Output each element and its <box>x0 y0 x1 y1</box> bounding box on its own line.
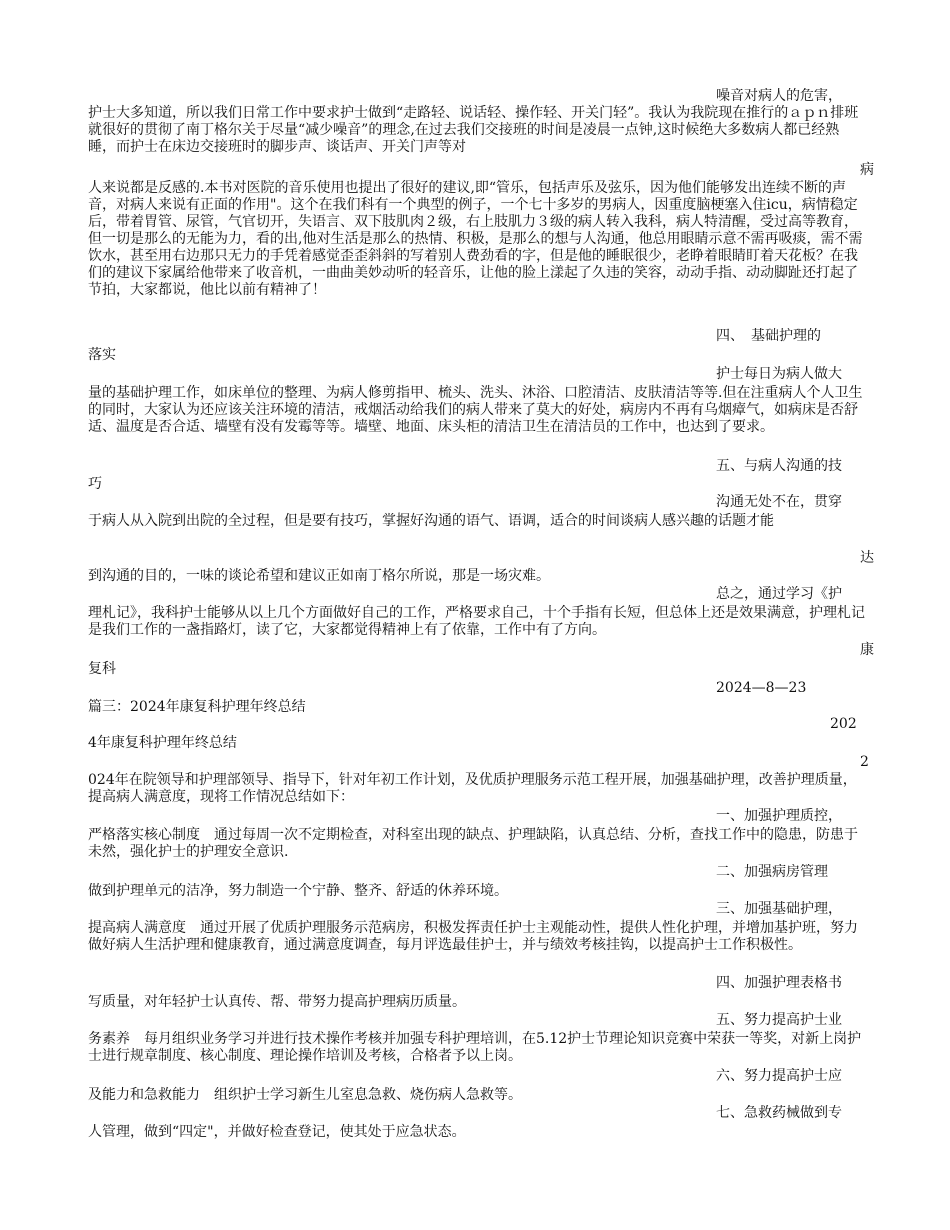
signature-date: 2024—8—23 <box>716 680 807 696</box>
paragraph: 人管理，做到“四定"，并做好检查登记，使其处于应急状态。 <box>88 1124 466 1140</box>
text-line: 噪音对病人的危害， <box>716 88 842 104</box>
text-line: 2 <box>860 754 869 770</box>
paragraph: 人来说都是反感的.本书对医院的音乐使用也提出了很好的建议,即“管乐，包括声乐及弦乐，因为他们能够发出连续不断的声音，对病人来说有正面的作用"。这个在我们科有一个典型的例子，一个七十多岁的男病人，因重度脑梗塞入住icu，病情稳定后，带着胃管、尿管，气官切开，失语言、双下肢肌肉２级，右上肢肌力３级的病人转入我科，病人特清醒，受过高等教育，但一切是那么的无能为力，看的出,他对生活是那么的热情、积极，是那么的想与人沟通，他总用眼睛示意不需再吸痰，需不需饮水，甚至用右边那只无力的手凭着感觉歪歪斜斜的写着别人费劲看的字，但是他的睡眠很少，老睁着眼睛盯着天花板？在我们的建议下家属给他带来了收音机，一曲曲美妙动听的轻音乐，让他的脸上漾起了久违的笑容，动动手指、动动脚趾还打起了节拍，大家都说，他比以前有精神了！ <box>88 180 863 298</box>
section-heading: 五、努力提高护士业 <box>716 1012 842 1028</box>
text-line: 病 <box>860 162 874 178</box>
paragraph: 理札记》，我科护士能够从以上几个方面做好自己的工作，严格要求自己，十个手指有长短，但总体上还是效果满意，护理札记是我们工作的一盏指路灯，读了它，大家都觉得精神上有了依靠，工作中有了方向。 <box>88 605 865 638</box>
section-heading: 四、加强护理表格书 <box>716 975 842 991</box>
section-heading: 六、努力提高护士应 <box>716 1068 842 1084</box>
paragraph: 写质量，对年轻护士认真传、帮、带努力提高护理病历质量。 <box>88 994 466 1010</box>
section-heading: 四、 基础护理的 <box>716 328 821 344</box>
text-line: 202 <box>830 716 857 732</box>
section-heading: 五、与病人沟通的技 <box>716 458 842 474</box>
paragraph: 严格落实核心制度 通过每周一次不定期检查，对科室出现的缺点、护理缺陷，认真总结、分析，查找工作中的隐患，防患于未然，强化护士的护理安全意识. <box>88 827 858 860</box>
paragraph: 到沟通的目的，一味的谈论希望和建议正如南丁格尔所说，那是一场灾难。 <box>88 568 550 584</box>
text-line: 达 <box>860 550 874 566</box>
section-heading: 二、加强病房管理 <box>716 864 828 880</box>
paragraph: 024年在院领导和护理部领导、指导下，针对年初工作计划，及优质护理服务示范工程开展，加强基础护理，改善护理质量，提高病人满意度，现将工作情况总结如下： <box>88 772 857 805</box>
text-line: 总之，通过学习《护 <box>716 586 842 602</box>
section-heading: 三、加强基础护理， <box>716 901 842 917</box>
section-heading-continued: 落实 <box>88 347 116 363</box>
section-heading: 一、加强护理质控， <box>716 808 842 824</box>
paragraph: 护士大多知道，所以我们日常工作中要求护士做到“走路轻、说话轻、操作轻、开关门轻”。我认为我院现在推行的ａｐｎ排班就很好的贯彻了南丁格尔关于尽量“减少噪音”的理念,在过去我们交接班的时间是凌晨一点钟,这时候绝大多数病人都已经熟睡，而护士在床边交接班时的脚步声、谈话声、开关门声等对 <box>88 105 859 155</box>
text-line: 沟通无处不在，贯穿 <box>716 494 842 510</box>
signature-department: 复科 <box>88 661 116 677</box>
section-heading-continued: 巧 <box>88 476 102 492</box>
paragraph: 做到护理单元的洁净，努力制造一个宁静、整齐、舒适的休养环境。 <box>88 883 508 899</box>
section-heading: 七、急救药械做到专 <box>716 1105 842 1121</box>
paragraph: 提高病人满意度 通过开展了优质护理服务示范病房，积极发挥责任护士主观能动性，提供人性化护理，并增加基护班，努力做好病人生活护理和健康教育，通过满意度调查，每月评选最佳护士，并与绩效考核挂钩，以提高护士工作积极性。 <box>88 920 858 953</box>
article-title: 篇三：2024年康复科护理年终总结 <box>88 699 306 715</box>
text-line: 护士每日为病人做大 <box>716 366 842 382</box>
article-subtitle: 4年康复科护理年终总结 <box>88 735 237 751</box>
paragraph: 及能力和急救能力 组织护士学习新生儿室息急救、烧伤病人急救等。 <box>88 1087 522 1103</box>
paragraph: 务素养 每月组织业务学习并进行技术操作考核并加强专科护理培训，在5.12护士节理论知识竞赛中荣获一等奖，对新上岗护士进行规章制度、核心制度、理论操作培训及考核，合格者予以上岗。 <box>88 1031 862 1064</box>
paragraph: 于病人从入院到出院的全过程，但是要有技巧，掌握好沟通的语气、语调，适合的时间谈病人感兴趣的话题才能 <box>88 513 774 529</box>
paragraph: 量的基础护理工作，如床单位的整理、为病人修剪指甲、梳头、洗头、沐浴、口腔清洁、皮肤清洁等等.但在注重病人个人卫生的同时，大家认为还应该关注环境的清洁，戒烟活动给我们的病人带来了莫大的好处，病房内不再有乌烟瘴气，如病床是否舒适、温度是否合适、墙壁有没有发霉等等。墙壁、地面、床头柜的清洁卫生在清洁员的工作中，也达到了要求。 <box>88 385 863 435</box>
text-line: 康 <box>860 642 874 658</box>
